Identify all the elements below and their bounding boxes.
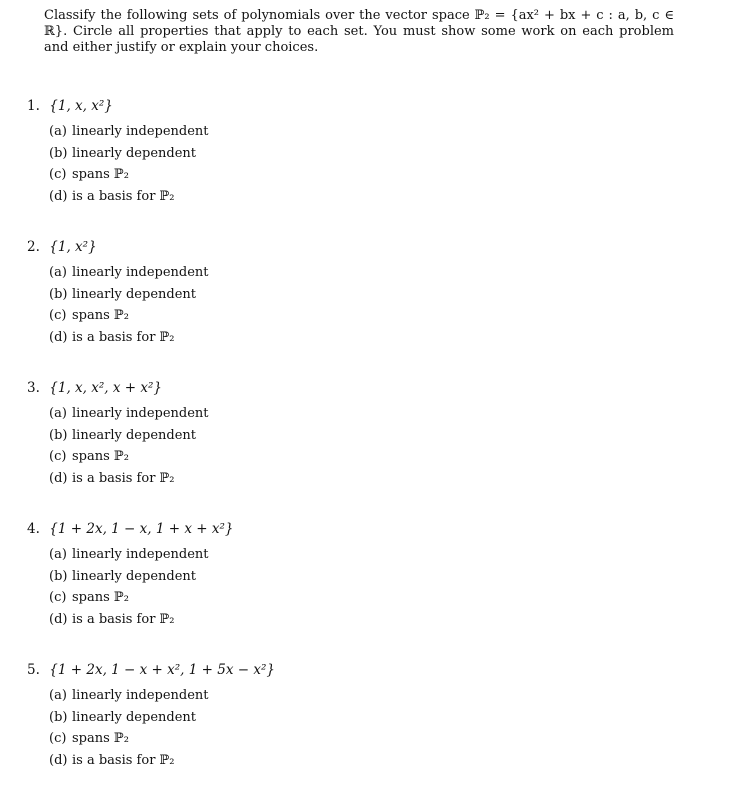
problem-3-number: 3. <box>27 380 40 396</box>
option-letter: (d) <box>49 611 68 627</box>
problem-5-option-a[interactable] <box>49 685 667 707</box>
option-text: is a basis for ℙ₂ <box>72 611 175 627</box>
option-letter: (c) <box>49 167 67 182</box>
option-text: is a basis for ℙ₂ <box>72 188 175 204</box>
problem-3-title <box>27 379 667 397</box>
problem-3-option-c[interactable] <box>49 446 667 468</box>
option-letter: (b) <box>49 145 68 161</box>
option-text: linearly independent <box>72 547 209 562</box>
option-letter: (b) <box>49 427 68 443</box>
option-letter: (c) <box>49 449 67 464</box>
problem-4-set: {1 + 2x, 1 − x, 1 + x + x²} <box>49 521 234 537</box>
option-text: linearly dependent <box>72 145 196 161</box>
problem-1 <box>27 97 667 207</box>
problem-2-option-b[interactable] <box>49 284 667 306</box>
problem-2-set: {1, x²} <box>49 239 97 255</box>
option-text: linearly independent <box>72 406 209 421</box>
problem-5-number: 5. <box>27 662 40 678</box>
problem-4-options <box>49 544 667 630</box>
problem-1-set: {1, x, x²} <box>49 98 113 114</box>
option-text: linearly dependent <box>72 427 196 443</box>
option-text: linearly independent <box>72 688 209 703</box>
option-letter: (a) <box>49 688 67 703</box>
option-letter: (b) <box>49 286 68 302</box>
problem-3-set: {1, x, x², x + x²} <box>49 380 162 396</box>
option-letter: (d) <box>49 752 68 768</box>
option-text: spans ℙ₂ <box>72 731 129 746</box>
option-letter: (a) <box>49 124 67 139</box>
option-letter: (c) <box>49 308 67 323</box>
problem-3-options <box>49 403 667 489</box>
option-letter: (b) <box>49 709 68 725</box>
problem-5-option-c[interactable] <box>49 728 667 750</box>
problem-4-option-c[interactable] <box>49 587 667 609</box>
option-letter: (d) <box>49 329 68 345</box>
option-text: spans ℙ₂ <box>72 590 129 605</box>
option-text: linearly dependent <box>72 286 196 302</box>
problem-2-options <box>49 262 667 348</box>
option-text: spans ℙ₂ <box>72 308 129 323</box>
problem-3 <box>27 379 667 489</box>
problem-5 <box>27 661 667 771</box>
problem-2 <box>27 238 667 348</box>
problem-4-option-a[interactable] <box>49 544 667 566</box>
option-text: linearly dependent <box>72 709 196 725</box>
problem-5-title <box>27 661 667 679</box>
option-text: is a basis for ℙ₂ <box>72 329 175 345</box>
problem-2-option-c[interactable] <box>49 305 667 327</box>
option-text: linearly dependent <box>72 568 196 584</box>
option-text: is a basis for ℙ₂ <box>72 470 175 486</box>
problem-3-option-a[interactable] <box>49 403 667 425</box>
problem-3-option-b[interactable] <box>49 425 667 447</box>
option-letter: (d) <box>49 470 68 486</box>
problem-4-option-b[interactable] <box>49 566 667 588</box>
option-letter: (c) <box>49 590 67 605</box>
problem-4-number: 4. <box>27 521 40 537</box>
problem-2-option-a[interactable] <box>49 262 667 284</box>
option-letter: (a) <box>49 265 67 280</box>
problem-4 <box>27 520 667 630</box>
instructions-paragraph: Classify the following sets of polynomials over the vector space ℙ₂ = {ax² + bx + c : a, b, c ∈ ℝ}. Circle all properties that apply to each set. You must show some work on each problem and either justify or explain your choices. <box>44 8 674 55</box>
problem-5-option-d[interactable] <box>49 750 667 772</box>
problem-3-option-d[interactable] <box>49 468 667 490</box>
problem-1-option-c[interactable] <box>49 164 667 186</box>
problem-1-option-d[interactable] <box>49 186 667 208</box>
problem-1-number: 1. <box>27 98 40 114</box>
problem-1-option-b[interactable] <box>49 143 667 165</box>
problem-4-title <box>27 520 667 538</box>
option-letter: (a) <box>49 406 67 421</box>
option-letter: (c) <box>49 731 67 746</box>
option-text: linearly independent <box>72 265 209 280</box>
option-text: spans ℙ₂ <box>72 167 129 182</box>
option-letter: (d) <box>49 188 68 204</box>
problem-2-title <box>27 238 667 256</box>
problem-4-option-d[interactable] <box>49 609 667 631</box>
problem-5-options <box>49 685 667 771</box>
problem-2-number: 2. <box>27 239 40 255</box>
problem-2-option-d[interactable] <box>49 327 667 349</box>
problem-1-option-a[interactable] <box>49 121 667 143</box>
problem-5-set: {1 + 2x, 1 − x + x², 1 + 5x − x²} <box>49 662 275 678</box>
option-letter: (b) <box>49 568 68 584</box>
problem-1-title <box>27 97 667 115</box>
problem-5-option-b[interactable] <box>49 707 667 729</box>
option-text: spans ℙ₂ <box>72 449 129 464</box>
option-text: linearly independent <box>72 124 209 139</box>
option-text: is a basis for ℙ₂ <box>72 752 175 768</box>
problem-1-options <box>49 121 667 207</box>
option-letter: (a) <box>49 547 67 562</box>
